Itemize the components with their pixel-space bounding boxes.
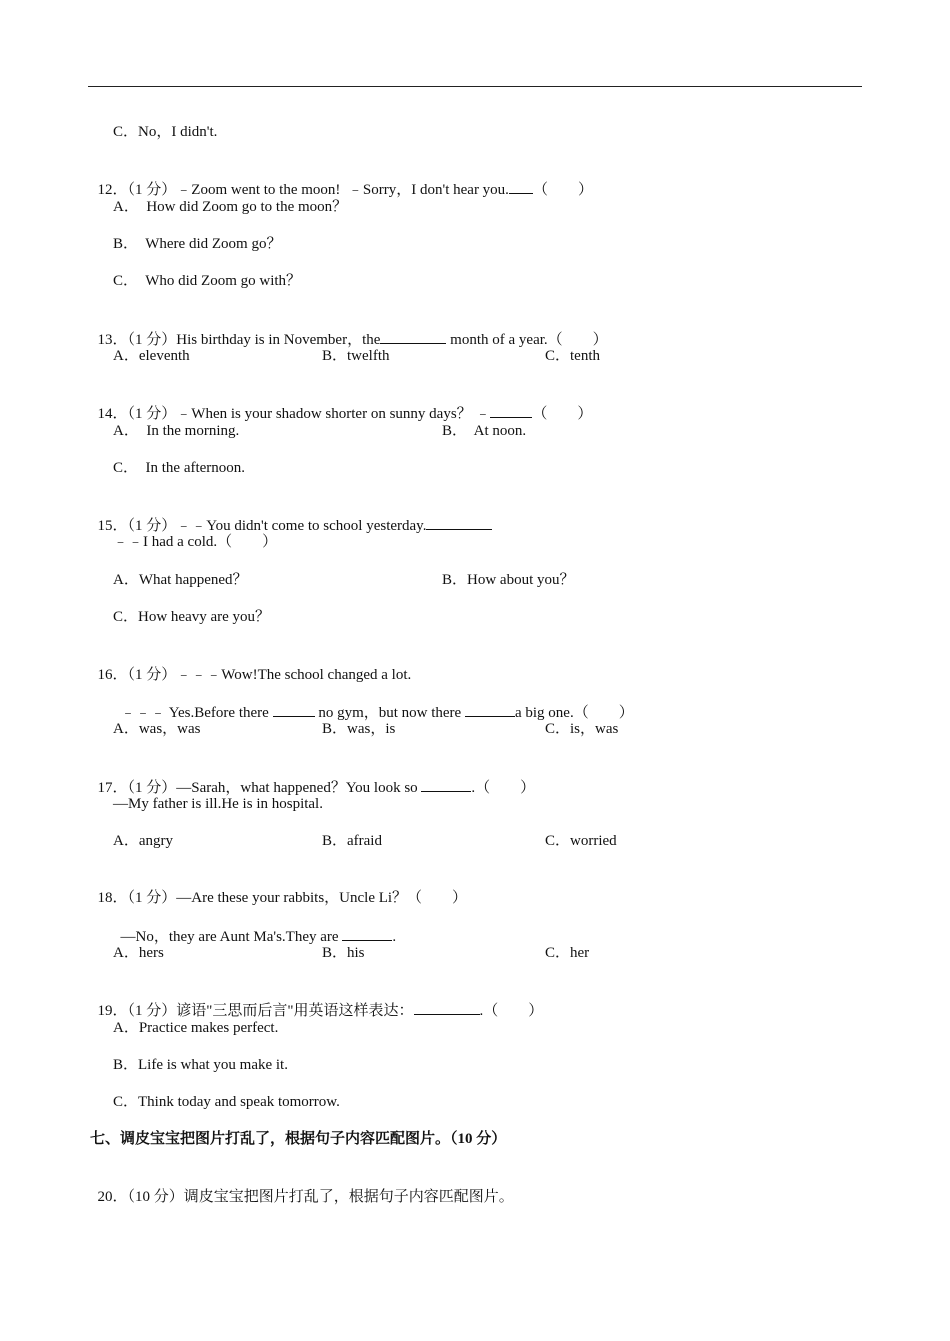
question-text: ﹣﹣﹣Wow!The school changed a lot. (176, 667, 412, 683)
question-number: 12 (97, 182, 113, 198)
q17-reply: —My father is ill.He is in hospital. (113, 796, 323, 812)
question-17: 17．（1 分）—Sarah，what happened？You look so .（ ） (90, 757, 535, 798)
question-points: （1 分） (127, 1003, 177, 1019)
question-number: 17 (97, 780, 113, 796)
q16-option-c: C．is，was (545, 721, 619, 737)
q17-option-c: C．worried (545, 833, 617, 849)
q16-reply: ﹣﹣﹣ Yes.Before there no gym，but now there a big one.（ ） (113, 682, 634, 723)
q14-option-c: C． In the afternoon. (113, 460, 246, 476)
question-text: 调皮宝宝把图片打乱了，根据句子内容匹配图片。 (183, 1189, 514, 1205)
q12-option-b: B． Where did Zoom go？ (113, 236, 282, 252)
q12-option-a: A． How did Zoom go to the moon？ (113, 199, 348, 215)
q14-option-b: B． At noon. (442, 423, 527, 439)
answer-blank (509, 179, 533, 194)
q13-option-c: C．tenth (545, 348, 600, 364)
question-points: （1 分） (127, 667, 177, 683)
question-text: ﹣When is your shadow shorter on sunny days？ ﹣ (176, 406, 491, 422)
q19-option-c: C．Think today and speak tomorrow. (113, 1094, 340, 1110)
question-number: 15 (97, 518, 113, 534)
q16-option-a: A．was，was (113, 721, 201, 737)
question-15: 15．（1 分）﹣﹣You didn't come to school yesterday. (90, 495, 492, 536)
answer-blank (342, 926, 392, 941)
answer-blank (380, 329, 446, 344)
q18-reply: —No，they are Aunt Ma's.They are . (113, 906, 396, 947)
q14-option-a: A． In the morning. (113, 423, 240, 439)
question-points: （10 分） (127, 1189, 184, 1205)
question-number: 19 (97, 1003, 113, 1019)
section-title: 七、调皮宝宝把图片打乱了，根据句子内容匹配图片。（10 分） (90, 1131, 507, 1147)
question-16: 16．（1 分）﹣﹣﹣Wow!The school changed a lot. (97, 667, 412, 683)
q17-option-a: A．angry (113, 833, 173, 849)
q19-option-b: B．Life is what you make it. (113, 1057, 288, 1073)
question-number: 20 (97, 1189, 113, 1205)
question-text: His birthday is in November，the (176, 332, 381, 348)
q15-option-a: A．What happened？ (113, 572, 248, 588)
q11-option-c: C．No，I didn't. (113, 124, 218, 140)
q13-option-a: A．eleventh (113, 348, 190, 364)
q19-option-a: A．Practice makes perfect. (113, 1020, 279, 1036)
question-text: ﹣Zoom went to the moon! ﹣Sorry，I don't hear you. (176, 182, 509, 198)
q18-option-a: A．hers (113, 945, 164, 961)
answer-blank (414, 1000, 480, 1015)
question-text: ﹣﹣You didn't come to school yesterday. (176, 518, 427, 534)
q15-reply: ﹣﹣I had a cold.（ ） (113, 534, 278, 550)
question-20: 20．（10 分）调皮宝宝把图片打乱了，根据句子内容匹配图片。 (97, 1189, 514, 1205)
q18-option-c: C．her (545, 945, 590, 961)
answer-blank (426, 515, 492, 530)
question-number: 14 (97, 406, 113, 422)
q13-option-b: B．twelfth (322, 348, 390, 364)
q15-option-c: C．How heavy are you？ (113, 609, 271, 625)
q16-option-b: B．was，is (322, 721, 396, 737)
question-points: （1 分） (127, 332, 177, 348)
question-points: （1 分） (127, 518, 177, 534)
question-number: 13 (97, 332, 113, 348)
question-points: （1 分） (127, 406, 177, 422)
question-18: 18．（1 分）—Are these your rabbits，Uncle Li？（ ） (97, 890, 468, 906)
header-rule (88, 86, 862, 87)
question-text: —Sarah，what happened？You look so (176, 780, 422, 796)
q15-option-b: B．How about you？ (442, 572, 575, 588)
question-14: 14．（1 分）﹣When is your shadow shorter on sunny days？ ﹣ （ ） (90, 383, 592, 424)
answer-blank (421, 777, 471, 792)
question-points: （1 分） (127, 780, 177, 796)
question-12: 12．（1 分）﹣Zoom went to the moon! ﹣Sorry，I don't hear you. （ ） (90, 159, 593, 200)
question-13: 13．（1 分）His birthday is in November，the month of a year.（ ） (90, 309, 608, 350)
answer-blank (490, 403, 532, 418)
q12-option-c: C． Who did Zoom go with？ (113, 273, 302, 289)
question-points: （1 分） (127, 182, 177, 198)
question-number: 16 (97, 667, 113, 683)
question-text: —Are these your rabbits，Uncle Li？（ ） (176, 890, 468, 906)
question-text: 谚语"三思而后言"用英语这样表达： (176, 1003, 414, 1019)
answer-blank (465, 702, 515, 717)
q17-option-b: B．afraid (322, 833, 382, 849)
question-19: 19．（1 分）谚语"三思而后言"用英语这样表达： .（ ） (90, 980, 543, 1021)
answer-blank (273, 702, 315, 717)
question-points: （1 分） (127, 890, 177, 906)
q18-option-b: B．his (322, 945, 365, 961)
question-number: 18 (97, 890, 113, 906)
